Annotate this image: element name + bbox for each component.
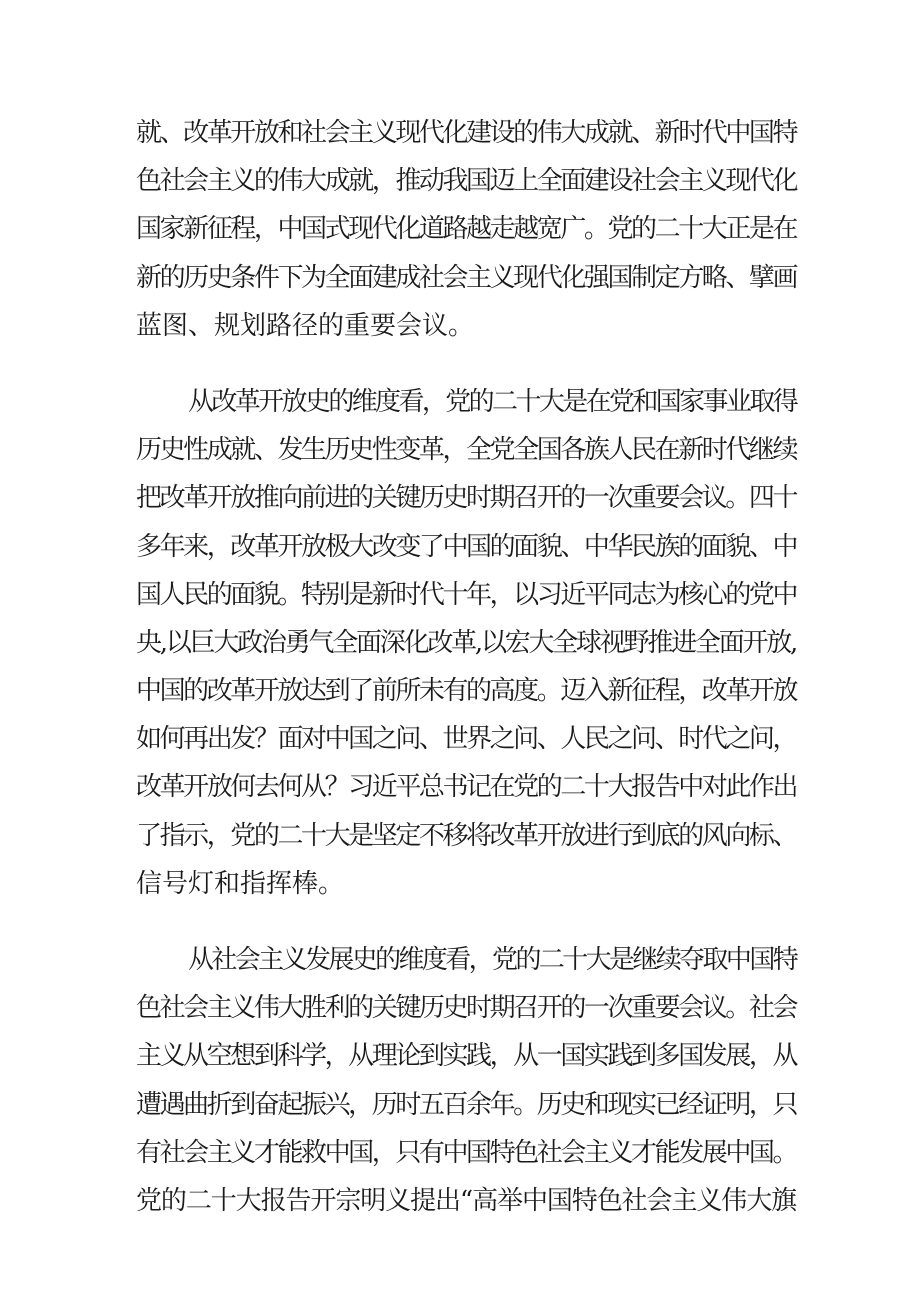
text-line: 就、改革开放和社会主义现代化建设的伟大成就、新时代中国特 — [136, 118, 796, 148]
text-line: 色社会主义的伟大成就，推动我国迈上全面建设社会主义现代化 — [136, 166, 796, 197]
text-line: 从社会主义发展史的维度看，党的二十大是继续夺取中国特 — [188, 945, 796, 975]
text-line: 国家新征程，中国式现代化道路越走越宽广。党的二十大正是在 — [136, 214, 796, 245]
text-line: 从改革开放史的维度看，党的二十大是在党和国家事业取得 — [188, 386, 796, 417]
paragraph-1 — [136, 109, 796, 350]
text-line: 遭遇曲折到奋起振兴，历时五百余年。历史和现实已经证明，只 — [136, 1089, 796, 1120]
text-line: 多年来，改革开放极大改变了中国的面貌、中华民族的面貌、中 — [136, 531, 796, 562]
body-text — [136, 109, 796, 1225]
text-line: 主义从空想到科学，从理论到实践，从一国实践到多国发展，从 — [136, 1041, 796, 1072]
text-line: 改革开放何去何从？习近平总书记在党的二十大报告中对此作出 — [136, 772, 796, 803]
text-line: 新的历史条件下为全面建成社会主义现代化强国制定方略、擘画 — [136, 262, 796, 293]
text-line: 央,以巨大政治勇气全面深化改革,以宏大全球视野推进全面开放, — [136, 627, 796, 658]
text-line: 把改革开放推向前进的关键历史时期召开的一次重要会议。四十 — [136, 483, 796, 514]
text-line: 历史性成就、发生历史性变革，全党全国各族人民在新时代继续 — [136, 435, 796, 466]
text-line: 如何再出发？面对中国之问、世界之问、人民之问、时代之问， — [136, 724, 796, 755]
text-line: 信号灯和指挥棒。 — [136, 868, 345, 899]
text-line: 色社会主义伟大胜利的关键历史时期召开的一次重要会议。社会 — [136, 993, 796, 1024]
paragraph-3 — [136, 936, 796, 1225]
text-line: 了指示，党的二十大是坚定不移将改革开放进行到底的风向标、 — [136, 820, 796, 851]
text-line: 中国的改革开放达到了前所未有的高度。迈入新征程，改革开放 — [136, 676, 796, 707]
paragraph-2 — [136, 378, 796, 908]
text-line: 蓝图、规划路径的重要会议。 — [136, 310, 475, 341]
text-line: 有社会主义才能救中国，只有中国特色社会主义才能发展中国。 — [136, 1137, 796, 1168]
text-line: 党的二十大报告开宗明义提出“高举中国特色社会主义伟大旗 — [136, 1185, 796, 1216]
text-line: 国人民的面貌。特别是新时代十年，以习近平同志为核心的党中 — [136, 579, 796, 610]
